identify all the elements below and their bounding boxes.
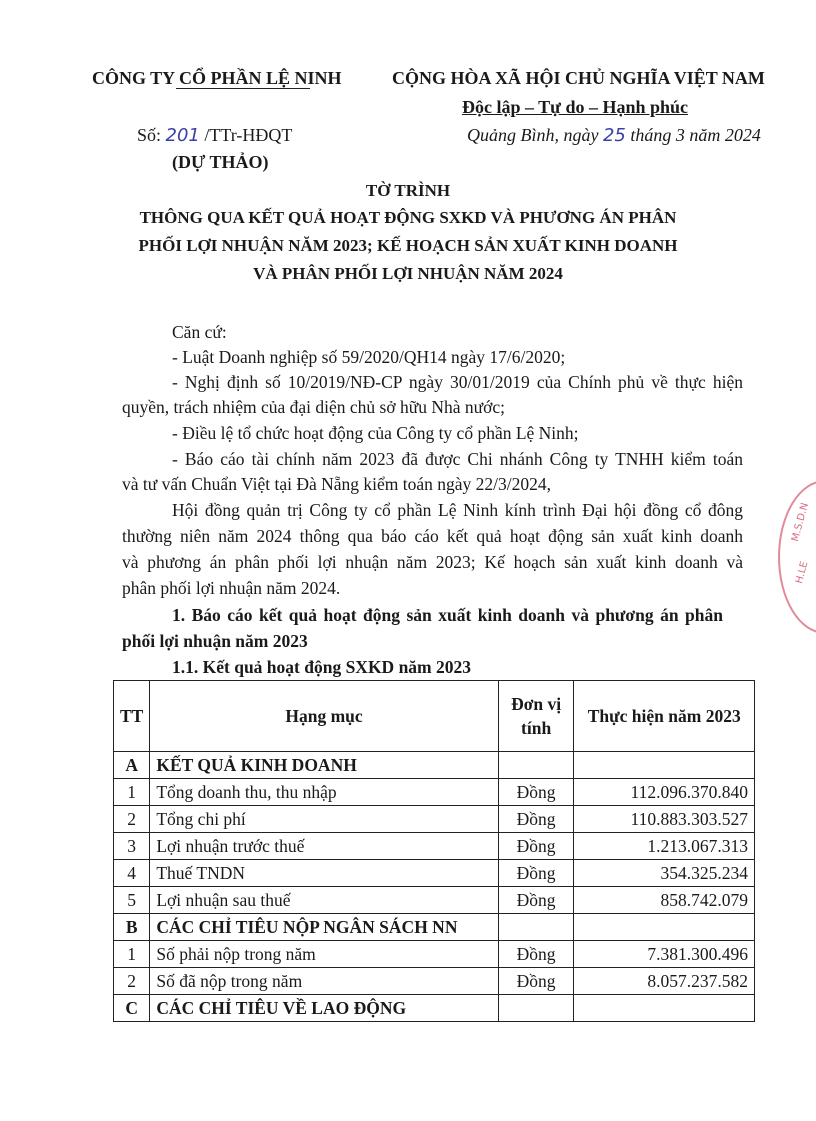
cell-tt: B <box>114 914 150 941</box>
cell-unit <box>498 914 574 941</box>
company-underline <box>176 88 310 89</box>
cell-tt: 4 <box>114 860 150 887</box>
doc-subtitle-line3: VÀ PHÂN PHỐI LỢI NHUẬN NĂM 2024 <box>253 264 563 283</box>
intro-line-1: Hội đồng quản trị Công ty cổ phần Lệ Ninh kính trình Đại hội đồng cổ đông <box>172 500 743 520</box>
document-number: Số: 201 /TTr-HĐQT <box>137 125 293 146</box>
basis-item-4-cont: và tư vấn Chuẩn Việt tại Đà Nẵng kiểm toán ngày 22/3/2024, <box>122 474 551 494</box>
section-1-heading-cont: phối lợi nhuận năm 2023 <box>122 631 308 651</box>
cell-unit: Đồng <box>498 806 574 833</box>
handwritten-number: 201 <box>165 125 200 146</box>
doc-subtitle-line2: PHỐI LỢI NHUẬN NĂM 2023; KẾ HOẠCH SẢN XUẤT KINH DOANH <box>138 236 678 255</box>
cell-value: 112.096.370.840 <box>574 779 755 806</box>
cell-unit: Đồng <box>498 860 574 887</box>
col-header-tt: TT <box>114 681 150 752</box>
table-row <box>114 887 755 914</box>
cell-item: Lợi nhuận trước thuế <box>150 833 498 860</box>
draft-label: (DỰ THẢO) <box>172 152 269 172</box>
intro-line-2: thường niên năm 2024 thông qua báo cáo kết quả hoạt động sản xuất kinh doanh <box>122 526 743 546</box>
cell-value: 1.213.067.313 <box>574 833 755 860</box>
cell-unit: Đồng <box>498 968 574 995</box>
cell-unit: Đồng <box>498 779 574 806</box>
cell-item: KẾT QUẢ KINH DOANH <box>150 752 498 779</box>
cell-value: 354.325.234 <box>574 860 755 887</box>
basis-item-4: - Báo cáo tài chính năm 2023 đã được Chi nhánh Công ty TNHH kiểm toán <box>172 449 743 469</box>
handwritten-day: 25 <box>602 125 626 146</box>
cell-value <box>574 995 755 1022</box>
table-group-row <box>114 914 755 941</box>
cell-unit <box>498 995 574 1022</box>
basis-item-2-cont: quyền, trách nhiệm của đại diện chủ sở hữu Nhà nước; <box>122 397 505 417</box>
section-1-1-heading: 1.1. Kết quả hoạt động SXKD năm 2023 <box>172 657 472 677</box>
place-date: Quảng Bình, ngày 25 tháng 3 năm 2024 <box>467 125 761 146</box>
table-row <box>114 941 755 968</box>
basis-item-2: - Nghị định số 10/2019/NĐ-CP ngày 30/01/2019 của Chính phủ về thực hiện <box>172 372 743 392</box>
section-1-heading: 1. Báo cáo kết quả hoạt động sản xuất kinh doanh và phương án phân <box>172 605 723 625</box>
cell-value: 8.057.237.582 <box>574 968 755 995</box>
cell-tt: 5 <box>114 887 150 914</box>
cell-unit: Đồng <box>498 887 574 914</box>
col-header-value: Thực hiện năm 2023 <box>574 681 755 752</box>
intro-line-4: phân phối lợi nhuận năm 2024. <box>122 578 341 598</box>
cell-item: Lợi nhuận sau thuế <box>150 887 498 914</box>
table-row <box>114 806 755 833</box>
intro-line-3: và phương án phân phối lợi nhuận năm 2023; Kế hoạch sản xuất kinh doanh và <box>122 552 743 572</box>
basis-item-3: - Điều lệ tổ chức hoạt động của Công ty cổ phần Lệ Ninh; <box>172 423 579 443</box>
cell-unit: Đồng <box>498 833 574 860</box>
cell-value <box>574 752 755 779</box>
basis-heading: Căn cứ: <box>172 322 227 342</box>
cell-tt: 2 <box>114 806 150 833</box>
cell-tt: 1 <box>114 941 150 968</box>
cell-value: 110.883.303.527 <box>574 806 755 833</box>
doc-subtitle-line1: THÔNG QUA KẾT QUẢ HOẠT ĐỘNG SXKD VÀ PHƯƠNG ÁN PHÂN <box>139 208 677 227</box>
cell-tt: A <box>114 752 150 779</box>
cell-item: Tổng doanh thu, thu nhập <box>150 779 498 806</box>
cell-value: 7.381.300.496 <box>574 941 755 968</box>
cell-value <box>574 914 755 941</box>
cell-tt: 1 <box>114 779 150 806</box>
table-row <box>114 833 755 860</box>
table-header-row <box>114 681 755 752</box>
doc-title: TỜ TRÌNH <box>365 181 451 200</box>
cell-item: Tổng chi phí <box>150 806 498 833</box>
table-group-row <box>114 752 755 779</box>
cell-unit: Đồng <box>498 941 574 968</box>
cell-tt: 2 <box>114 968 150 995</box>
cell-tt: 3 <box>114 833 150 860</box>
table-group-row <box>114 995 755 1022</box>
country-name: CỘNG HÒA XÃ HỘI CHỦ NGHĨA VIỆT NAM <box>392 68 765 88</box>
table-row <box>114 968 755 995</box>
table-row <box>114 860 755 887</box>
cell-item: Số đã nộp trong năm <box>150 968 498 995</box>
cell-value: 858.742.079 <box>574 887 755 914</box>
cell-unit <box>498 752 574 779</box>
cell-item: Thuế TNDN <box>150 860 498 887</box>
cell-item: CÁC CHỈ TIÊU NỘP NGÂN SÁCH NN <box>150 914 498 941</box>
company-stamp <box>778 480 816 634</box>
cell-item: Số phải nộp trong năm <box>150 941 498 968</box>
stamp-text-a: M.S.D.N <box>790 501 811 543</box>
stamp-text-b: H.LE <box>794 560 811 585</box>
col-header-item: Hạng mục <box>150 681 498 752</box>
col-header-unit: Đơn vị tính <box>498 681 574 752</box>
basis-item-1: - Luật Doanh nghiệp số 59/2020/QH14 ngày 17/6/2020; <box>172 347 566 367</box>
company-name: CÔNG TY CỔ PHẦN LỆ NINH <box>92 68 342 88</box>
motto: Độc lập – Tự do – Hạnh phúc <box>462 97 689 117</box>
results-table <box>113 680 755 1022</box>
cell-tt: C <box>114 995 150 1022</box>
table-row <box>114 779 755 806</box>
cell-item: CÁC CHỈ TIÊU VỀ LAO ĐỘNG <box>150 995 498 1022</box>
